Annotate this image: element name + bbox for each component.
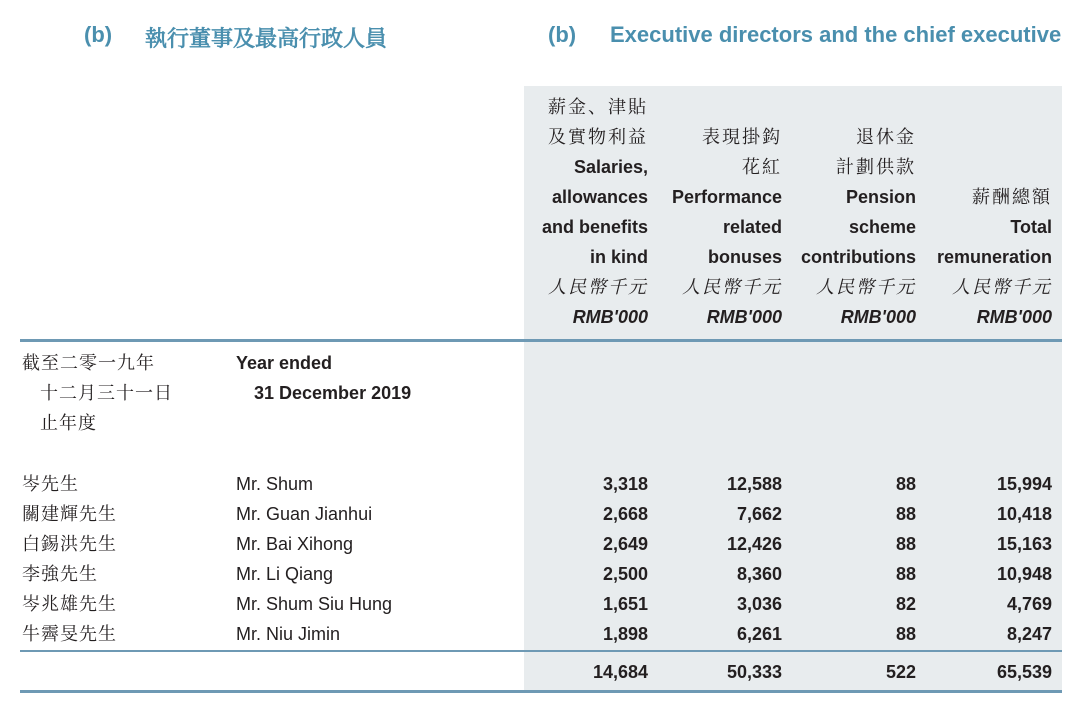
header-en-line: Performance (671, 187, 782, 207)
total-value: 8,247 (1006, 624, 1052, 644)
header-en-line: related (722, 217, 782, 237)
section-title-chinese: 執行董事及最高行政人員 (145, 26, 388, 51)
header-cn-line: 計劃供款 (836, 157, 916, 177)
unit-en: RMB'000 (572, 307, 648, 327)
bonus-value: 8,360 (736, 564, 782, 584)
year-ended-cn-line: 截至二零一九年 (22, 353, 155, 373)
director-name-cn: 李強先生 (22, 564, 98, 584)
header-en-line: and benefits (541, 217, 648, 237)
unit-en: RMB'000 (706, 307, 782, 327)
total-pension: 522 (885, 662, 916, 682)
salaries-value: 2,668 (602, 504, 648, 524)
bonus-value: 12,588 (726, 474, 782, 494)
table-row (0, 529, 1080, 559)
salaries-value: 1,651 (602, 594, 648, 614)
total-salaries: 14,684 (592, 662, 648, 682)
director-name-en: Mr. Guan Jianhui (236, 504, 373, 524)
totals-row (0, 657, 1080, 687)
bonus-value: 12,426 (726, 534, 782, 554)
pension-value: 82 (895, 594, 916, 614)
header-cn-line: 花紅 (742, 157, 782, 177)
year-ended-cn-line: 止年度 (40, 413, 97, 433)
header-cn-line: 及實物利益 (548, 127, 648, 147)
director-name-cn: 關建輝先生 (22, 504, 117, 524)
header-en-line: contributions (801, 247, 916, 267)
unit-en: RMB'000 (840, 307, 916, 327)
director-name-en: Mr. Li Qiang (236, 564, 334, 584)
column-header-pension (786, 122, 916, 332)
header-en-line: bonuses (707, 247, 782, 267)
total-value: 4,769 (1006, 594, 1052, 614)
salaries-value: 1,898 (602, 624, 648, 644)
total-value: 10,948 (996, 564, 1052, 584)
pension-value: 88 (895, 534, 916, 554)
header-divider (20, 339, 1062, 342)
pension-value: 88 (895, 504, 916, 524)
unit-en: RMB'000 (976, 307, 1052, 327)
totals-divider (20, 650, 1062, 652)
section-label-left: (b) (84, 22, 113, 47)
total-value: 15,163 (996, 534, 1052, 554)
total-value: 15,994 (996, 474, 1052, 494)
director-name-cn: 白錫洪先生 (22, 534, 117, 554)
header-cn-line: 表現掛鈎 (702, 127, 782, 147)
section-title-english: Executive directors and the chief executive (610, 22, 1062, 47)
header-en-line: scheme (848, 217, 916, 237)
director-name-en: Mr. Shum Siu Hung (236, 594, 393, 614)
year-ended-en-line: Year ended (236, 353, 333, 373)
unit-cn: 人民幣千元 (682, 277, 782, 297)
year-ended-chinese (22, 348, 173, 438)
total-bonus: 50,333 (726, 662, 782, 682)
header-cn-line: 薪金、津貼 (548, 97, 648, 117)
bonus-value: 3,036 (736, 594, 782, 614)
table-row (0, 589, 1080, 619)
director-name-en: Mr. Bai Xihong (236, 534, 354, 554)
header-en-line: in kind (590, 247, 648, 267)
director-name-cn: 牛霽旻先生 (22, 624, 117, 644)
salaries-value: 2,500 (602, 564, 648, 584)
director-name-cn: 岑兆雄先生 (22, 594, 117, 614)
header-en-line: Total (1010, 217, 1052, 237)
column-header-salaries (518, 92, 648, 332)
section-label-right: (b) (548, 22, 577, 47)
column-header-bonuses (652, 122, 782, 332)
year-ended-en-line: 31 December 2019 (254, 383, 412, 403)
header-cn-line: 薪酬總額 (972, 187, 1052, 207)
salaries-value: 2,649 (602, 534, 648, 554)
header-en-line: remuneration (936, 247, 1052, 267)
table-row (0, 469, 1080, 499)
pension-value: 88 (895, 474, 916, 494)
unit-cn: 人民幣千元 (816, 277, 916, 297)
bonus-value: 7,662 (736, 504, 782, 524)
bottom-rule (20, 690, 1062, 693)
pension-value: 88 (895, 624, 916, 644)
unit-cn: 人民幣千元 (952, 277, 1052, 297)
header-en-line: Pension (845, 187, 916, 207)
table-row (0, 619, 1080, 649)
header-cn-line: 退休金 (856, 127, 916, 147)
table-row (0, 499, 1080, 529)
bonus-value: 6,261 (736, 624, 782, 644)
column-header-total (922, 182, 1052, 332)
table-row (0, 559, 1080, 589)
total-value: 10,418 (996, 504, 1052, 524)
unit-cn: 人民幣千元 (548, 277, 648, 297)
header-en-line: Salaries, (573, 157, 648, 177)
year-ended-english (236, 348, 411, 408)
director-name-en: Mr. Shum (236, 474, 314, 494)
year-ended-cn-line: 十二月三十一日 (40, 383, 173, 403)
director-name-en: Mr. Niu Jimin (236, 624, 341, 644)
salaries-value: 3,318 (602, 474, 648, 494)
pension-value: 88 (895, 564, 916, 584)
header-en-line: allowances (551, 187, 648, 207)
director-name-cn: 岑先生 (22, 474, 79, 494)
total-remuneration: 65,539 (996, 662, 1052, 682)
